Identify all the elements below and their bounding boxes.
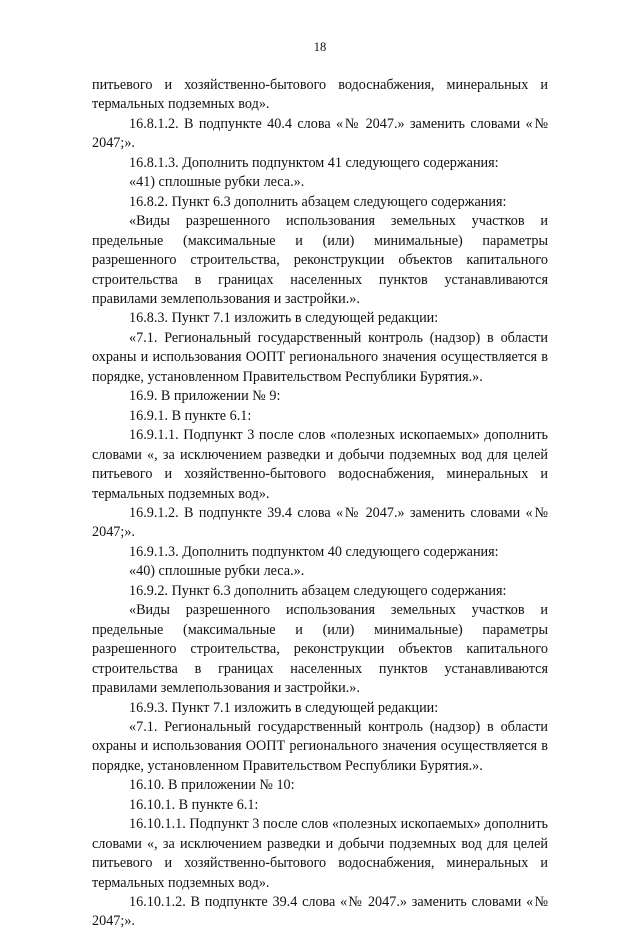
paragraph-quote-land-use-16-8: «Виды разрешенного использования земельных участков и предельные (максимальные и (или) минимальные) параметры разрешенного строительства, реконструкции объектов капитального строительства в границах населенных пунктов устанавливаются правилами землепользования и застройки.». — [92, 213, 548, 307]
paragraph-continuation: питьевого и хозяйственно-бытового водоснабжения, минеральных и термальных подземных вод». — [92, 77, 548, 113]
page-number: 18 — [313, 40, 327, 54]
paragraph-16-9-2: 16.9.2. Пункт 6.3 дополнить абзацем следующего содержания: — [129, 582, 507, 599]
paragraph-16-10-1-1: 16.10.1.1. Подпункт 3 после слов «полезных ископаемых» дополнить словами «, за исключением разведки и добычи подземных вод для целей питьевого и хозяйственно-бытового водоснабжения, минеральных и термальных подземных вод». — [92, 816, 548, 891]
paragraph-16-9-1-2: 16.9.1.2. В подпункте 39.4 слова «№ 2047.» заменить словами «№ 2047;». — [92, 504, 548, 541]
paragraph-16-10-1: 16.10.1. В пункте 6.1: — [129, 796, 259, 813]
paragraph-16-10: 16.10. В приложении № 10: — [129, 777, 295, 794]
paragraph-16-9-1-3: 16.9.1.3. Дополнить подпунктом 40 следующего содержания: — [129, 543, 499, 560]
paragraph-16-9-1-1: 16.9.1.1. Подпункт 3 после слов «полезных ископаемых» дополнить словами «, за исключением разведки и добычи подземных вод для целей питьевого и хозяйственно-бытового водоснабжения, минеральных и термальных подземных вод». — [92, 427, 548, 502]
paragraph-16-8-2: 16.8.2. Пункт 6.3 дополнить абзацем следующего содержания: — [129, 193, 507, 210]
paragraph-16-8-1-2: 16.8.1.2. В подпункте 40.4 слова «№ 2047.» заменить словами «№ 2047;». — [92, 115, 548, 152]
paragraph-16-8-1-3: 16.8.1.3. Дополнить подпунктом 41 следующего содержания: — [129, 154, 499, 171]
paragraph-16-9-3: 16.9.3. Пункт 7.1 изложить в следующей редакции: — [129, 699, 439, 716]
paragraph-quote-7-1-16-9: «7.1. Региональный государственный контроль (надзор) в области охраны и использования ООПТ регионального значения осуществляется в порядке, установленном Правительством Республики Бурятия.». — [92, 718, 548, 774]
paragraph-quote-40: «40) сплошные рубки леса.». — [129, 563, 305, 580]
paragraph-quote-land-use-16-9: «Виды разрешенного использования земельных участков и предельные (максимальные и (или) минимальные) параметры разрешенного строительства, реконструкции объектов капитального строительства в границах населенных пунктов устанавливаются правилами землепользования и застройки.». — [92, 602, 548, 697]
document-body — [92, 76, 548, 932]
paragraph-16-9-1: 16.9.1. В пункте 6.1: — [129, 407, 252, 424]
paragraph-16-8-3: 16.8.3. Пункт 7.1 изложить в следующей редакции: — [129, 310, 439, 327]
paragraph-quote-41: «41) сплошные рубки леса.». — [129, 174, 305, 191]
paragraph-16-10-1-2: 16.10.1.2. В подпункте 39.4 слова «№ 2047.» заменить словами «№ 2047;». — [92, 894, 548, 930]
paragraph-quote-7-1-16-8: «7.1. Региональный государственный контроль (надзор) в области охраны и использования ООПТ регионального значения осуществляется в порядке, установленном Правительством Республики Бурятия.». — [92, 329, 548, 385]
paragraph-16-9: 16.9. В приложении № 9: — [129, 388, 281, 405]
